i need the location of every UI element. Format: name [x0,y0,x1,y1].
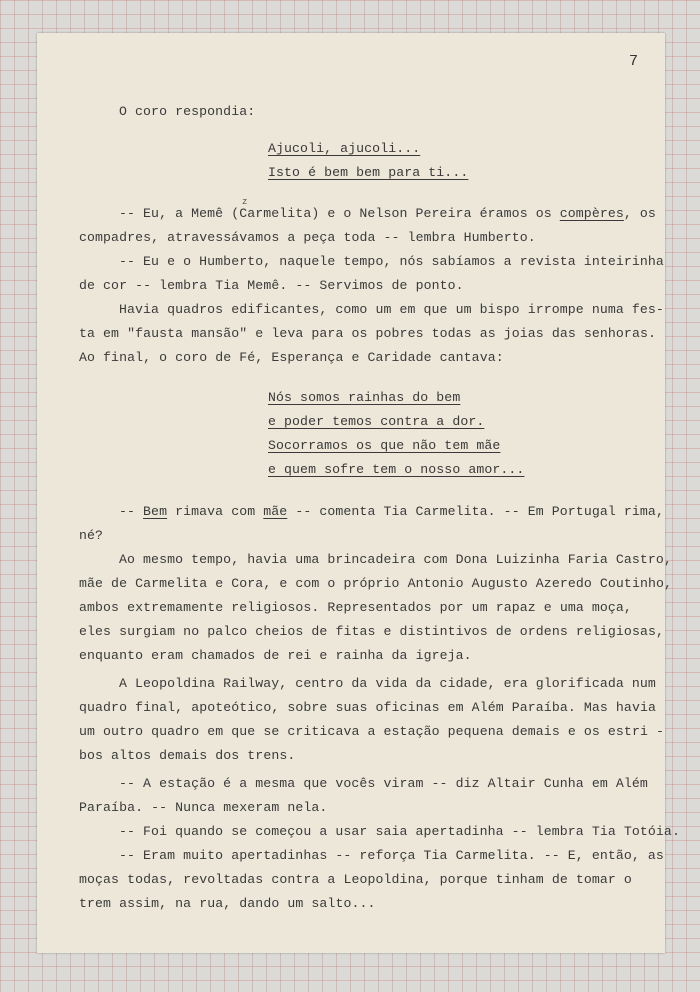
text-line: de cor -- lembra Tia Memê. -- Servimos de ponto. [79,278,464,293]
verse-line: e poder temos contra a dor. [268,414,485,429]
handwritten-correction-mark: z [242,197,248,207]
text-line: mãe de Carmelita e Cora, e com o próprio Antonio Augusto Azeredo Coutinho, [79,576,673,591]
verse-line: Isto é bem bem para ti... [268,165,469,180]
text-line: né? [79,528,104,543]
text-line: -- Eu e o Humberto, naquele tempo, nós sabíamos a revista inteirinha [119,254,664,269]
text-line: A Leopoldina Railway, centro da vida da cidade, era glorificada num [119,676,656,691]
text-line: ambos extremamente religiosos. Representados por um rapaz e uma moça, [79,600,632,615]
text-line: bos altos demais dos trens. [79,748,296,763]
text-line: moças todas, revoltadas contra a Leopoldina, porque tinham de tomar o [79,872,632,887]
text-line: quadro final, apoteótico, sobre suas oficinas em Além Paraíba. Mas havia [79,700,656,715]
text-line: -- Eu, a Memê (Carmelita) e o Nelson Pereira éramos os compères, os [119,206,656,221]
text-line: Paraíba. -- Nunca mexeram nela. [79,800,328,815]
text-line: um outro quadro em que se criticava a estação pequena demais e os estri - [79,724,665,739]
text-line: enquanto eram chamados de rei e rainha da igreja. [79,648,472,663]
verse-line: e quem sofre tem o nosso amor... [268,462,525,477]
text-line: compadres, atravessávamos a peça toda -- lembra Humberto. [79,230,536,245]
text-line: eles surgiam no palco cheios de fitas e distintivos de ordens religiosas, [79,624,665,639]
page-number: 7 [629,53,639,70]
text-line: -- Bem rimava com mãe -- comenta Tia Carmelita. -- Em Portugal rima, [119,504,664,519]
verse-line: Socorramos os que não tem mãe [268,438,501,453]
text-line: -- A estação é a mesma que vocês viram -- diz Altair Cunha em Além [119,776,648,791]
text-line: -- Foi quando se começou a usar saia apertadinha -- lembra Tia Totóia. [119,824,680,839]
text-line: Ao mesmo tempo, havia uma brincadeira com Dona Luizinha Faria Castro, [119,552,672,567]
typewritten-page [37,33,680,953]
text-line: Havia quadros edificantes, como um em que um bispo irrompe numa fes- [119,302,664,317]
verse-line: Ajucoli, ajucoli... [268,141,421,156]
text-line: O coro respondia: [119,104,256,119]
verse-line: Nós somos rainhas do bem [268,390,461,405]
text-line: trem assim, na rua, dando um salto... [79,896,376,911]
text-line: ta em "fausta mansão" e leva para os pobres todas as joias das senhoras. [79,326,656,341]
text-line: Ao final, o coro de Fé, Esperança e Caridade cantava: [79,350,504,365]
text-line: -- Eram muito apertadinhas -- reforça Tia Carmelita. -- E, então, as [119,848,664,863]
